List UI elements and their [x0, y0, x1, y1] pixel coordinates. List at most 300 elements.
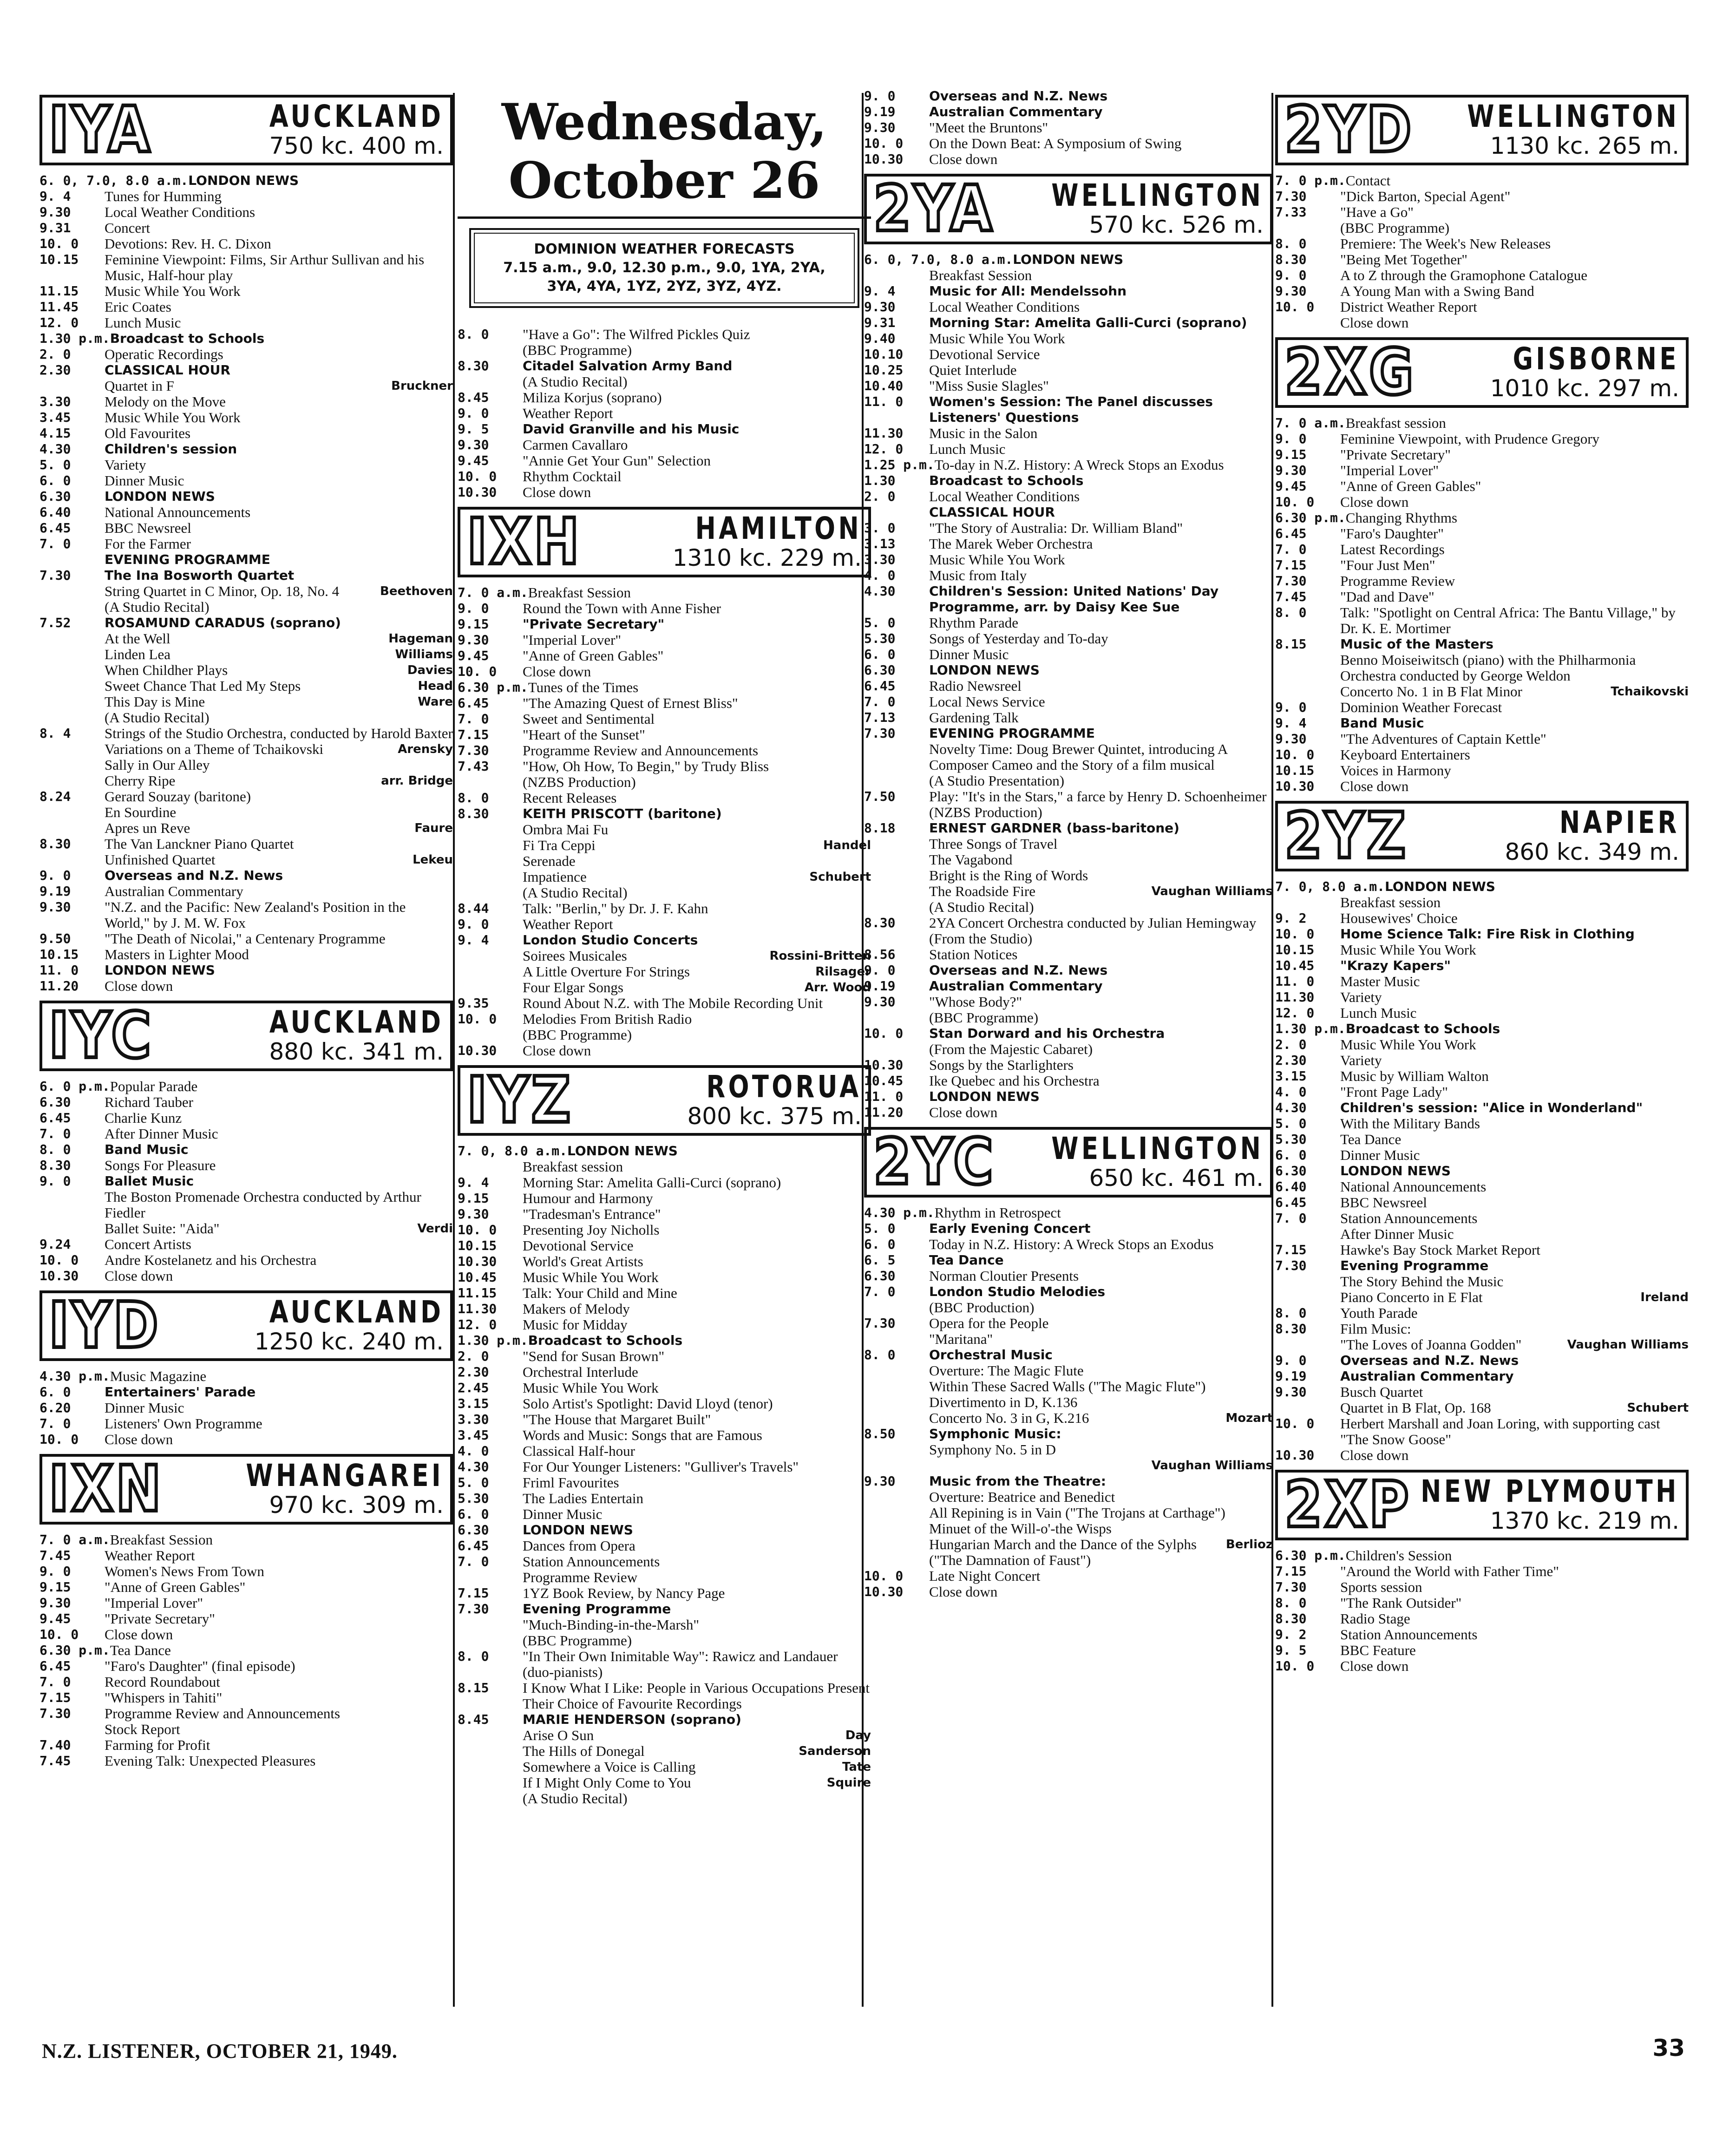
program-time — [864, 1010, 929, 1026]
program-title: A Young Man with a Swing Band — [1340, 283, 1534, 299]
program-row — [39, 1611, 453, 1627]
program-time: 6. 0 — [864, 647, 896, 662]
program-time: 7.45 — [1275, 589, 1307, 604]
program-row — [458, 1364, 871, 1380]
program-row — [39, 1268, 453, 1284]
program-row — [39, 726, 453, 741]
program-row — [864, 1473, 1273, 1489]
program-title: Australian Commentary — [1340, 1368, 1514, 1384]
program-title: Weather Report — [523, 916, 613, 932]
composer: Rilsager — [815, 965, 871, 979]
program-title: 1YZ Book Review, by Nancy Page — [523, 1585, 725, 1601]
program-row — [1275, 1100, 1689, 1116]
program-title: Ombra Mai Fu — [523, 821, 609, 838]
program-row — [864, 820, 1273, 836]
program-time: 9.45 — [458, 648, 489, 663]
program-row — [458, 964, 871, 980]
program-row — [458, 1206, 871, 1222]
program-title: "Front Page Lady" — [1340, 1084, 1448, 1100]
program-title: Close down — [523, 1042, 591, 1059]
program-title: (From the Studio) — [929, 930, 1033, 947]
program-row — [39, 1189, 453, 1221]
program-title: Solo Artist's Spotlight: David Lloyd (tenor) — [523, 1395, 773, 1412]
program-row — [1275, 573, 1689, 589]
program-time: 2. 0 — [458, 1348, 489, 1364]
program-row — [458, 680, 871, 695]
station-info — [1414, 98, 1679, 160]
station-call-sign: 2XP — [1284, 1468, 1411, 1542]
program-title: Minuet of the Will-o'-the Wisps — [929, 1520, 1112, 1537]
program-time: 8.45 — [458, 390, 489, 405]
composer: Arr. Wood — [804, 981, 871, 995]
program-time: 7.30 — [1275, 573, 1307, 589]
program-list — [458, 585, 871, 1059]
program-time: 5.30 — [458, 1491, 489, 1506]
station-city: WELLINGTON — [1467, 98, 1679, 134]
weather-times: 7.15 a.m., 9.0, 12.30 p.m., 9.0, 1YA, 2YA, 3YA, 4YA, 1YZ, 2YZ, 3YZ, 4YZ. — [503, 260, 825, 295]
program-title: CLASSICAL HOUR — [929, 504, 1055, 520]
program-time: 8.15 — [458, 1680, 489, 1695]
program-time — [864, 931, 929, 947]
program-time: 10.15 — [39, 947, 79, 962]
program-title: Morning Star: Amelita Galli-Curci (soprano) — [929, 315, 1247, 330]
station-city: NEW PLYMOUTH — [1421, 1473, 1679, 1509]
program-title: Opera for the People — [929, 1315, 1049, 1331]
program-row — [1275, 910, 1689, 926]
program-title: Close down — [105, 1268, 173, 1284]
program-row — [1275, 1400, 1689, 1416]
program-row — [864, 1426, 1273, 1442]
program-time: 9.30 — [864, 1473, 896, 1489]
program-time — [39, 852, 105, 868]
program-time: 9.30 — [864, 120, 896, 135]
program-row — [39, 978, 453, 994]
program-title: Music While You Work — [929, 551, 1065, 568]
program-row — [1275, 526, 1689, 542]
program-time — [864, 1394, 929, 1410]
program-row — [458, 759, 871, 774]
program-title: "Private Secretary" — [523, 616, 665, 632]
program-title: Dinner Music — [105, 472, 184, 489]
program-row — [458, 1475, 871, 1491]
program-time: 9.40 — [864, 331, 896, 346]
program-title: LONDON NEWS — [1340, 1163, 1451, 1178]
program-row — [864, 1205, 1273, 1221]
composer: Bruckner — [391, 379, 453, 393]
station-header — [864, 174, 1273, 244]
program-time: 10.30 — [458, 1043, 497, 1058]
program-row — [1275, 510, 1689, 526]
station-call-sign: IXN — [49, 1453, 164, 1526]
program-time: 9.19 — [1275, 1368, 1307, 1384]
station-info — [998, 1133, 1264, 1192]
program-row — [1275, 236, 1689, 252]
program-title: LONDON NEWS — [1013, 252, 1124, 267]
program-time — [39, 552, 105, 568]
program-title: Orchestral Music — [929, 1347, 1053, 1362]
program-title: Ballet Suite: "Aida" — [105, 1220, 220, 1237]
program-row — [864, 315, 1273, 331]
program-row — [39, 962, 453, 978]
program-title: LONDON NEWS — [1385, 879, 1495, 894]
program-row — [1275, 220, 1689, 236]
station-info — [197, 1460, 444, 1519]
composer: Rossini-Britten — [769, 949, 871, 963]
program-time: 7.15 — [1275, 1242, 1307, 1257]
program-row — [864, 441, 1273, 457]
program-title: Music for All: Mendelssohn — [929, 283, 1127, 299]
program-row — [39, 473, 453, 489]
program-time: 6.45 — [1275, 1195, 1307, 1210]
program-time: 8. 0 — [864, 1347, 896, 1362]
program-title: Popular Parade — [110, 1078, 198, 1094]
program-time: 9.31 — [864, 315, 896, 330]
program-time: 7.30 — [458, 1601, 489, 1617]
program-row — [1275, 1353, 1689, 1368]
program-row — [1275, 283, 1689, 299]
program-row — [39, 836, 453, 852]
program-time: 10. 0 — [1275, 1416, 1315, 1431]
program-time: 9.30 — [39, 204, 71, 220]
program-title: Today in N.Z. History: A Wreck Stops an Exodus — [929, 1236, 1214, 1252]
program-time — [1275, 652, 1340, 684]
program-time — [458, 885, 523, 901]
program-row — [1275, 715, 1689, 731]
program-time: 8. 0 — [1275, 1305, 1307, 1321]
program-row — [864, 568, 1273, 583]
program-row — [39, 1548, 453, 1564]
program-time: 7. 0 — [864, 1284, 896, 1299]
program-title: Close down — [1340, 1447, 1409, 1463]
program-row — [39, 331, 453, 347]
program-row — [864, 836, 1273, 852]
program-row — [458, 1285, 871, 1301]
program-row — [39, 1400, 453, 1416]
program-time: 9. 4 — [39, 189, 71, 204]
program-title: Broadcast to Schools — [110, 331, 265, 346]
program-time: 7.33 — [1275, 204, 1307, 220]
program-time: 10. 0 — [1275, 299, 1315, 314]
program-time: 11.15 — [39, 283, 79, 299]
program-row — [39, 283, 453, 299]
program-row — [1275, 1163, 1689, 1179]
program-title: LONDON NEWS — [929, 662, 1040, 678]
station-header — [1275, 1470, 1689, 1540]
station-call-sign: 2XG — [1284, 336, 1416, 409]
program-title: Australian Commentary — [105, 883, 243, 899]
program-time: 12. 0 — [1275, 1005, 1315, 1021]
program-title: LONDON NEWS — [567, 1143, 678, 1159]
program-time: 8.30 — [864, 915, 896, 930]
program-time: 5.30 — [1275, 1132, 1307, 1147]
program-time: 8. 0 — [458, 790, 489, 805]
program-title: Miliza Korjus (soprano) — [523, 389, 662, 406]
program-time: 12. 0 — [458, 1317, 497, 1332]
program-title: Classical Half-hour — [523, 1443, 635, 1459]
program-time: 10.45 — [1275, 958, 1315, 973]
program-row — [458, 1011, 871, 1027]
program-row — [864, 1105, 1273, 1120]
program-title: Master Music — [1340, 973, 1420, 989]
program-title: Eric Coates — [105, 299, 171, 315]
program-title: Farming for Profit — [105, 1737, 210, 1753]
station-city: WHANGAREI — [246, 1458, 444, 1493]
program-row — [864, 299, 1273, 315]
program-time: 11. 0 — [864, 394, 904, 409]
program-row — [1275, 895, 1689, 910]
program-row — [864, 1010, 1273, 1026]
program-time: 4.15 — [39, 425, 71, 441]
program-title: Hawke's Bay Stock Market Report — [1340, 1242, 1540, 1258]
program-title: (A Studio Recital) — [523, 1790, 628, 1807]
program-time: 8.50 — [864, 1426, 896, 1441]
program-title: "The Loves of Joanna Godden" — [1340, 1336, 1522, 1353]
program-title: Overseas and N.Z. News — [929, 88, 1108, 104]
station-call-sign: IYA — [49, 93, 153, 167]
program-row — [458, 980, 871, 995]
program-title: "N.Z. and the Pacific: New Zealand's Position in the World," by J. M. W. Fox — [105, 899, 406, 931]
program-row — [864, 662, 1273, 678]
station-info — [1356, 1473, 1679, 1535]
program-time: 4. 0 — [864, 568, 896, 583]
program-row — [39, 1237, 453, 1252]
program-title: Devotions: Rev. H. C. Dixon — [105, 236, 271, 252]
program-time: 6.45 — [39, 520, 71, 536]
program-time: 9.24 — [39, 1237, 71, 1252]
program-title: Four Elgar Songs — [523, 979, 623, 995]
program-title: Local Weather Conditions — [929, 488, 1080, 504]
program-row — [458, 1396, 871, 1412]
program-time: 9.15 — [1275, 447, 1307, 462]
station-info — [1471, 341, 1679, 402]
station-call-sign: IYC — [49, 999, 154, 1073]
program-title: Radio Stage — [1340, 1610, 1410, 1627]
program-row — [39, 1094, 453, 1110]
program-time: 6.45 — [39, 1110, 71, 1126]
program-time: 6.20 — [39, 1400, 71, 1415]
program-title: Herbert Marshall and Joan Loring, with supporting cast — [1340, 1415, 1660, 1432]
station-frequency: 570 kc. 526 m. — [1089, 211, 1264, 238]
program-time — [458, 342, 523, 358]
program-title: Busch Quartet — [1340, 1384, 1423, 1400]
program-row — [864, 331, 1273, 347]
program-title: Serenade — [523, 853, 576, 869]
program-title: "Heart of the Sunset" — [523, 727, 645, 743]
program-row — [458, 1191, 871, 1206]
program-row — [458, 1333, 871, 1348]
program-title: (NZBS Production) — [929, 804, 1042, 820]
program-title: Ballet Music — [105, 1173, 194, 1189]
program-row — [1275, 636, 1689, 652]
program-time: 8. 0 — [1275, 236, 1307, 251]
program-row — [458, 995, 871, 1011]
station-header — [864, 1127, 1273, 1198]
column-rule-1 — [453, 93, 455, 2007]
program-title: ROSAMUND CARADUS (soprano) — [105, 615, 341, 630]
program-time: 7.30 — [1275, 1258, 1307, 1273]
program-title: "Faro's Daughter" — [1340, 525, 1444, 542]
program-title: Within These Sacred Walls ("The Magic Flute") — [929, 1378, 1206, 1394]
program-time: 2.30 — [458, 1364, 489, 1380]
program-title: Concert Artists — [105, 1236, 191, 1252]
composer: Squire — [826, 1776, 871, 1790]
program-time — [458, 1027, 523, 1043]
program-row — [39, 1579, 453, 1595]
program-title: (BBC Programme) — [523, 1027, 632, 1043]
program-row — [458, 1317, 871, 1333]
program-time: 9.30 — [1275, 283, 1307, 299]
program-title: "Meet the Bruntons" — [929, 119, 1048, 136]
program-list — [864, 1205, 1273, 1600]
program-row — [458, 469, 871, 484]
program-title: Symphony No. 5 in D — [929, 1441, 1056, 1458]
program-row — [864, 1268, 1273, 1284]
program-time: 7.15 — [458, 727, 489, 742]
program-title: Rhythm Parade — [929, 615, 1018, 631]
program-row — [864, 88, 1273, 104]
program-list — [39, 1532, 453, 1769]
program-row — [39, 757, 453, 773]
program-row — [1275, 942, 1689, 958]
program-row — [864, 1394, 1273, 1410]
program-title: Weather Report — [523, 405, 613, 421]
program-list — [1275, 879, 1689, 1463]
program-title: Breakfast session — [1345, 415, 1446, 431]
program-time — [864, 1331, 929, 1347]
program-row — [1275, 1211, 1689, 1226]
program-row — [458, 1143, 871, 1159]
program-row — [458, 1601, 871, 1617]
program-time: 11.20 — [39, 978, 79, 994]
program-time — [458, 869, 523, 885]
composer: Tate — [842, 1760, 871, 1774]
program-row — [864, 947, 1273, 962]
program-time: 1.30 p.m. — [1275, 1021, 1346, 1036]
program-row — [864, 473, 1273, 489]
program-title: Lunch Music — [929, 441, 1006, 457]
program-row — [39, 441, 453, 457]
program-time: 4.30 p.m. — [864, 1205, 935, 1220]
program-time: 11. 0 — [1275, 974, 1315, 989]
program-row — [1275, 958, 1689, 974]
program-row — [458, 664, 871, 680]
program-title: Songs For Pleasure — [105, 1157, 216, 1173]
program-row — [864, 1347, 1273, 1363]
program-time — [1275, 1432, 1340, 1447]
program-title: Overseas and N.Z. News — [105, 868, 283, 883]
program-row — [864, 631, 1273, 647]
program-title: Close down — [929, 1584, 998, 1600]
program-row — [458, 585, 871, 601]
program-time: 10.15 — [1275, 763, 1315, 778]
program-title: Local Weather Conditions — [929, 299, 1080, 315]
program-title: Evening Talk: Unexpected Pleasures — [105, 1753, 316, 1769]
composer: Berlioz — [1225, 1538, 1273, 1551]
program-row — [1275, 700, 1689, 715]
program-time: 10. 0 — [1275, 926, 1315, 942]
program-title: Tea Dance — [929, 1252, 1004, 1268]
program-row — [1275, 1116, 1689, 1132]
program-time: 9. 2 — [1275, 1627, 1307, 1642]
program-time: 9.50 — [39, 931, 71, 946]
program-time: 7. 0 — [39, 1416, 71, 1431]
program-time: 10.45 — [458, 1270, 497, 1285]
station-info — [1505, 807, 1680, 866]
program-row — [864, 457, 1273, 473]
program-row — [39, 1252, 453, 1268]
program-time: 7.30 — [458, 743, 489, 758]
program-title: Breakfast session — [1340, 894, 1441, 910]
program-title: "Annie Get Your Gun" Selection — [523, 452, 711, 469]
program-row — [1275, 779, 1689, 794]
program-title: Close down — [929, 151, 998, 167]
program-time: 8. 4 — [39, 726, 71, 741]
program-row — [864, 678, 1273, 694]
program-row — [1275, 1337, 1689, 1353]
program-row — [458, 616, 871, 632]
program-title: Dinner Music — [105, 1400, 184, 1416]
program-time — [458, 853, 523, 869]
program-title: Masters in Lighter Mood — [105, 946, 249, 962]
program-title: (NZBS Production) — [523, 774, 636, 790]
program-row — [39, 410, 453, 425]
program-row — [458, 916, 871, 932]
program-title: Talk: Your Child and Mine — [523, 1285, 677, 1301]
program-time — [39, 757, 105, 773]
program-time: 9. 4 — [1275, 715, 1307, 731]
program-title: Close down — [1340, 778, 1409, 794]
program-title: Music While You Work — [105, 283, 241, 299]
program-time: 6.45 — [458, 1538, 489, 1553]
program-row — [1275, 1658, 1689, 1674]
program-time: 6. 0 — [864, 1237, 896, 1252]
program-row — [458, 1506, 871, 1522]
program-row — [864, 583, 1273, 615]
program-time — [864, 1041, 929, 1057]
program-time: 7.45 — [39, 1548, 71, 1563]
program-list — [1275, 1548, 1689, 1674]
station-frequency: 1130 kc. 265 m. — [1490, 132, 1679, 159]
column-1 — [39, 88, 453, 1769]
program-title: Orchestral Interlude — [523, 1364, 638, 1380]
program-row — [458, 1254, 871, 1270]
program-title: Devotional Service — [523, 1237, 634, 1254]
program-time: 11. 0 — [39, 962, 79, 978]
program-row — [458, 601, 871, 616]
program-title: At the Well — [105, 630, 170, 647]
program-title: Music While You Work — [1340, 942, 1476, 958]
program-time: 7. 0 a.m. — [1275, 415, 1346, 431]
composer: Ware — [418, 695, 453, 709]
program-title: Concerto No. 3 in G, K.216 — [929, 1410, 1089, 1426]
program-time: 7. 0, 8.0 a.m. — [1275, 879, 1385, 894]
program-row — [39, 552, 453, 568]
program-time: 10. 0 — [458, 469, 497, 484]
program-row — [864, 1442, 1273, 1458]
program-time: 10.15 — [39, 252, 79, 267]
program-title: Cherry Ripe — [105, 772, 176, 789]
footer-issue: N.Z. LISTENER, OCTOBER 21, 1949. — [42, 2040, 398, 2062]
program-title: Morning Star: Amelita Galli-Curci (soprano) — [523, 1174, 781, 1191]
station-frequency: 1310 kc. 229 m. — [672, 544, 862, 571]
program-row — [864, 268, 1273, 283]
program-title: London Studio Melodies — [929, 1284, 1106, 1299]
program-title: With the Military Bands — [1340, 1115, 1480, 1132]
program-title: "The Amazing Quest of Ernest Bliss" — [523, 695, 738, 711]
program-time — [458, 964, 523, 980]
program-title: Quartet in F — [105, 378, 174, 394]
program-title: Melody on the Move — [105, 393, 226, 410]
